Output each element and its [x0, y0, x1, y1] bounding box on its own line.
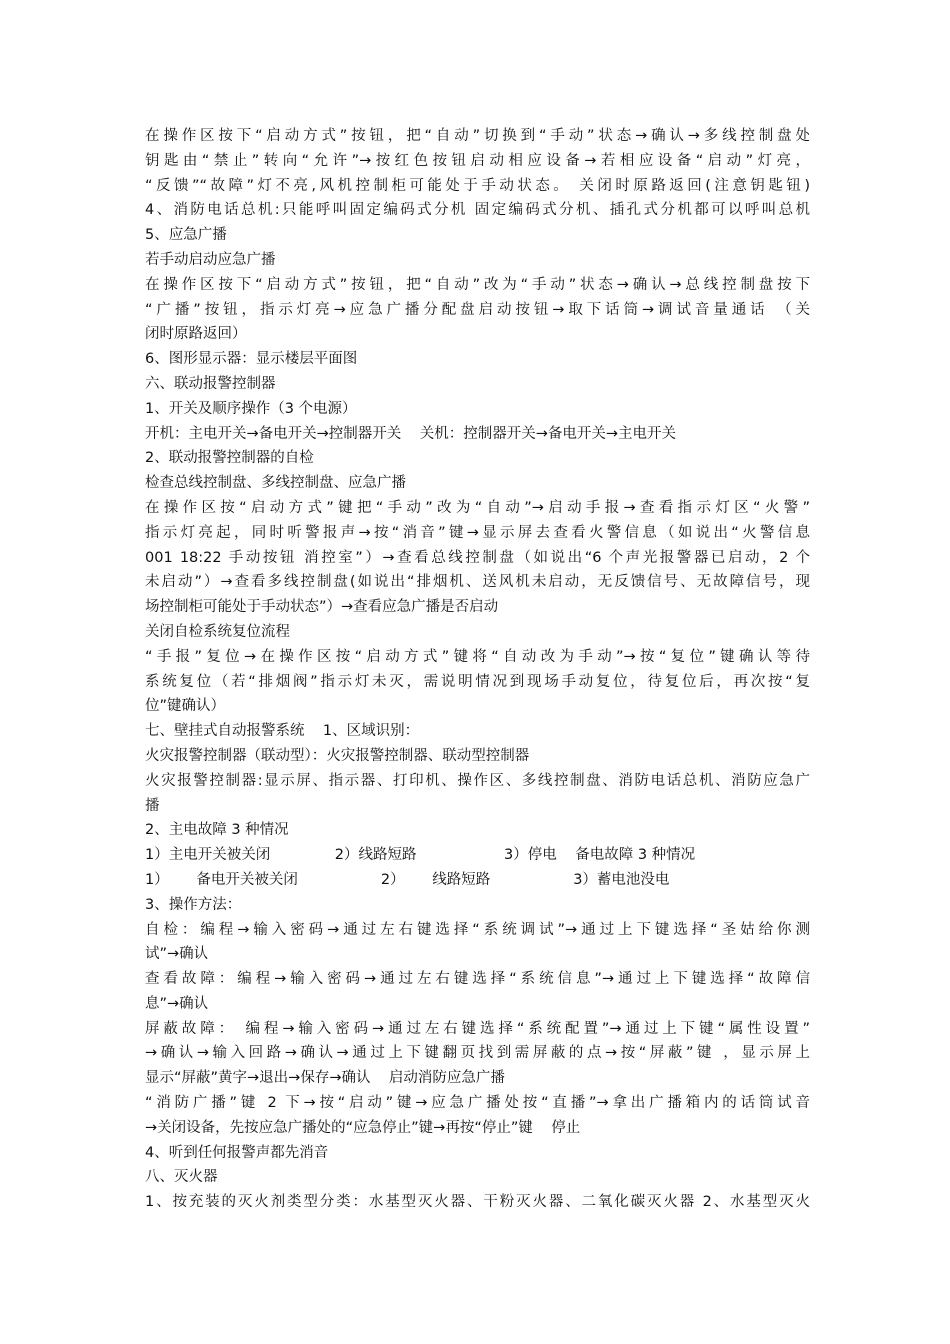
text-line: 5、应急广播 [145, 227, 227, 244]
text-line: “反馈”“故障”灯不亮,风机控制柜可能处于手动状态。 关闭时原路返回(注意钥匙钮) [145, 177, 810, 194]
text-line: 关闭自检系统复位流程 [145, 623, 290, 640]
text-line: 显示“屏蔽”黄字→退出→保存→确认 启动消防应急广播 [145, 1070, 505, 1087]
text-line: 开机：主电开关→备电开关→控制器开关 关机：控制器开关→备电开关→主电开关 [145, 425, 677, 442]
document-page [145, 124, 810, 1215]
text-line: 指示灯亮起，同时听警报声→按“消音”键→显示屏去查看火警信息（如说出“火警信息 [145, 524, 810, 541]
text-line: 若手动启动应急广播 [145, 251, 276, 268]
text-line: 4、消防电话总机:只能呼叫固定编码式分机 固定编码式分机、插孔式分机都可以呼叫总机 [145, 202, 810, 219]
text-line: 查看故障：编程→输入密码→通过左右键选择“系统信息”→通过上下键选择“故障信 [145, 971, 810, 988]
text-line: 6、图形显示器：显示楼层平面图 [145, 351, 358, 368]
text-line: 播 [145, 797, 160, 814]
text-line: 场控制柜可能处于手动状态”）→查看应急广播是否启动 [145, 599, 499, 616]
text-line: “手报”复位→在操作区按“启动方式”键将“自动改为手动”→按“复位”键确认等待 [145, 648, 810, 665]
text-line: 1）主电开关被关闭 2）线路短路 3）停电 备电故障 3 种情况 [145, 847, 696, 864]
text-line: 在操作区按下“启动方式”按钮，把“自动”改为“手动”状态→确认→总线控制盘按下 [145, 276, 810, 293]
text-line: 3、操作方法： [145, 896, 242, 913]
text-line: 4、听到任何报警声都先消音 [145, 1144, 329, 1161]
text-line: 自检：编程→输入密码→通过左右键选择“系统调试”→通过上下键选择“圣姑给你测 [145, 921, 810, 938]
text-line: 位”键确认） [145, 698, 226, 715]
text-line: 屏蔽故障： 编程→输入密码→通过左右键选择“系统配置”→通过上下键“属性设置” [145, 1020, 810, 1037]
text-line: 试”→确认 [145, 946, 209, 963]
text-line: 在操作区按“启动方式”键把“手动”改为“自动”→启动手报→查看指示灯区“火警” [145, 499, 810, 516]
text-line: 1、按充装的灭火剂类型分类：水基型灭火器、干粉灭火器、二氧化碳灭火器 2、水基型灭火 [145, 1194, 810, 1211]
text-line: 钥匙由“禁止”转向“允许”→按红色按钮启动相应设备→若相应设备“启动”灯亮， [145, 152, 810, 169]
text-line: 1、开关及顺序操作（3 个电源） [145, 400, 357, 417]
text-line: “广播”按钮，指示灯亮→应急广播分配盘启动按钮→取下话筒→调试音量通话 （关 [145, 301, 810, 318]
text-line: 火灾报警控制器（联动型）：火灾报警控制器、联动型控制器 [145, 747, 530, 764]
text-line: 系统复位（若“排烟阀”指示灯未灭，需说明情况到现场手动复位，待复位后，再次按“复 [145, 673, 810, 690]
text-line: 闭时原路返回） [145, 326, 247, 343]
text-line: 八、灭火器 [145, 1169, 218, 1186]
text-line: 2、主电故障 3 种情况 [145, 822, 289, 839]
text-line: 七、壁挂式自动报警系统 1、区域识别： [145, 723, 420, 740]
text-line: 火灾报警控制器:显示屏、指示器、打印机、操作区、多线控制盘、消防电话总机、消防应急广 [145, 772, 810, 789]
text-line: 2、联动报警控制器的自检 [145, 450, 314, 467]
text-line: 息”→确认 [145, 995, 209, 1012]
text-line: 检查总线控制盘、多线控制盘、应急广播 [145, 475, 406, 492]
text-line: →关闭设备，先按应急广播处的“应急停止”键→再按“停止”键 停止 [145, 1119, 581, 1136]
text-line: 六、联动报警控制器 [145, 375, 276, 392]
text-line: →确认→输入回路→确认→通过上下键翻页找到需屏蔽的点→按“屏蔽”键 ，显示屏上 [145, 1045, 810, 1062]
text-line: 未启动”）→查看多线控制盘(如说出“排烟机、送风机未启动，无反馈信号、无故障信号，现 [145, 574, 810, 591]
text-line: 1） 备电开关被关闭 2） 线路短路 3）蓄电池没电 [145, 871, 670, 888]
text-line: 001 18:22 手动按钮 消控室”）→查看总线控制盘（如说出“6 个声光报警器已启动，2 个 [145, 549, 810, 566]
text-line: 在操作区按下“启动方式”按钮，把“自动”切换到“手动”状态→确认→多线控制盘处 [145, 128, 810, 144]
text-line: “消防广播”键 2 下→按“启动”键→应急广播处按“直播”→拿出广播箱内的话筒试音 [145, 1095, 810, 1112]
